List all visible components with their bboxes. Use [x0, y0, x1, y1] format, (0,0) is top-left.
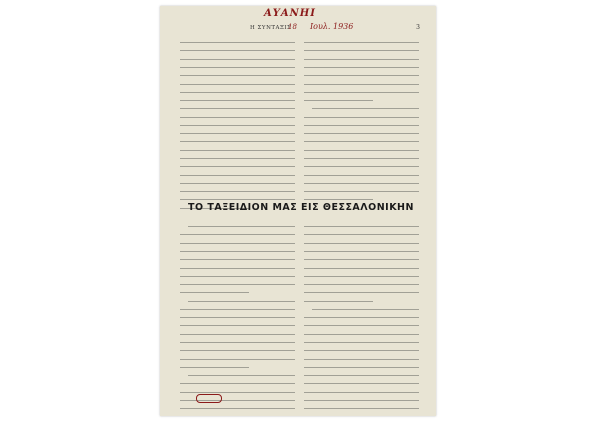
text-line: [180, 193, 295, 200]
journal-name: Η ΣΥΝΤΑΞΙΣ: [250, 25, 292, 31]
text-line: [304, 193, 373, 200]
text-line: [180, 102, 295, 109]
text-line: [304, 86, 419, 93]
text-line: [180, 278, 295, 285]
text-line: [180, 344, 295, 351]
text-line: [180, 36, 295, 43]
text-line: [180, 127, 295, 134]
text-line: [304, 278, 419, 285]
text-line: [304, 111, 419, 118]
text-line: [180, 111, 295, 118]
text-line: [304, 394, 419, 401]
text-column-bottom-left: [180, 220, 295, 416]
text-line: [180, 353, 295, 360]
text-line: [312, 102, 419, 109]
handwritten-title: ΑΥΑΝΗΙ: [264, 8, 316, 19]
text-line: [188, 220, 295, 227]
text-line: [180, 144, 295, 151]
text-line: [180, 245, 295, 252]
text-line: [180, 361, 249, 368]
text-line: [304, 94, 373, 101]
text-line: [304, 44, 419, 51]
text-line: [304, 319, 419, 326]
text-line: [304, 220, 419, 227]
handwritten-date: Ιουλ. 1936: [310, 22, 354, 31]
text-line: [180, 152, 295, 159]
text-column-top-right: [304, 36, 419, 202]
text-line: [304, 160, 419, 167]
text-line: [304, 77, 419, 84]
text-line: [180, 336, 295, 343]
text-line: [180, 270, 295, 277]
text-line: [180, 402, 295, 409]
text-line: [180, 61, 295, 68]
text-line: [304, 169, 419, 176]
text-line: [304, 152, 419, 159]
page-number: 3: [416, 24, 420, 31]
text-line: [180, 169, 295, 176]
text-line: [304, 119, 419, 126]
text-line: [180, 53, 295, 60]
text-line: [180, 261, 295, 268]
text-line: [304, 237, 419, 244]
text-line: [304, 36, 419, 43]
text-line: [304, 135, 419, 142]
issue-number: 18: [288, 23, 297, 31]
text-line: [304, 144, 419, 151]
text-line: [304, 410, 419, 416]
text-column-bottom-right: [304, 220, 419, 416]
text-line: [180, 177, 295, 184]
text-line: [304, 245, 419, 252]
text-line: [304, 336, 419, 343]
text-line: [304, 270, 419, 277]
text-line: [304, 185, 419, 192]
text-line: [180, 135, 295, 142]
text-line: [180, 410, 295, 416]
text-line: [304, 69, 419, 76]
text-line: [304, 402, 419, 409]
text-line: [180, 94, 295, 101]
text-line: [188, 295, 295, 302]
text-line: [180, 286, 249, 293]
text-line: [180, 86, 295, 93]
text-line: [180, 328, 295, 335]
text-line: [304, 311, 419, 318]
text-line: [304, 353, 419, 360]
text-column-top-left: [180, 36, 295, 210]
text-line: [304, 53, 419, 60]
text-line: [312, 303, 419, 310]
text-line: [180, 319, 295, 326]
text-line: [304, 328, 419, 335]
text-line: [180, 185, 295, 192]
text-line: [304, 377, 419, 384]
text-line: [180, 228, 295, 235]
text-line: [180, 44, 295, 51]
text-line: [180, 160, 295, 167]
text-line: [180, 386, 295, 393]
text-line: [180, 77, 295, 84]
text-line: [304, 228, 419, 235]
article-title: ΤΟ ΤΑΞΕΙΔΙΟΝ ΜΑΣ ΕΙΣ ΘΕΣΣΑΛΟΝΙΚΗΝ: [188, 202, 414, 213]
text-line: [304, 369, 419, 376]
handwritten-circle-mark: [196, 394, 222, 403]
text-line: [180, 119, 295, 126]
text-line: [304, 386, 419, 393]
text-line: [180, 237, 295, 244]
document-page: [160, 6, 436, 416]
text-line: [304, 286, 419, 293]
text-line: [304, 295, 373, 302]
text-line: [304, 61, 419, 68]
text-line: [188, 369, 295, 376]
text-line: [304, 344, 419, 351]
text-line: [180, 69, 295, 76]
text-line: [304, 261, 419, 268]
text-line: [180, 253, 295, 260]
text-line: [304, 253, 419, 260]
page-header: [190, 22, 422, 34]
text-line: [304, 177, 419, 184]
text-line: [180, 311, 295, 318]
text-line: [304, 127, 419, 134]
text-line: [180, 303, 295, 310]
text-line: [180, 377, 295, 384]
text-line: [304, 361, 419, 368]
